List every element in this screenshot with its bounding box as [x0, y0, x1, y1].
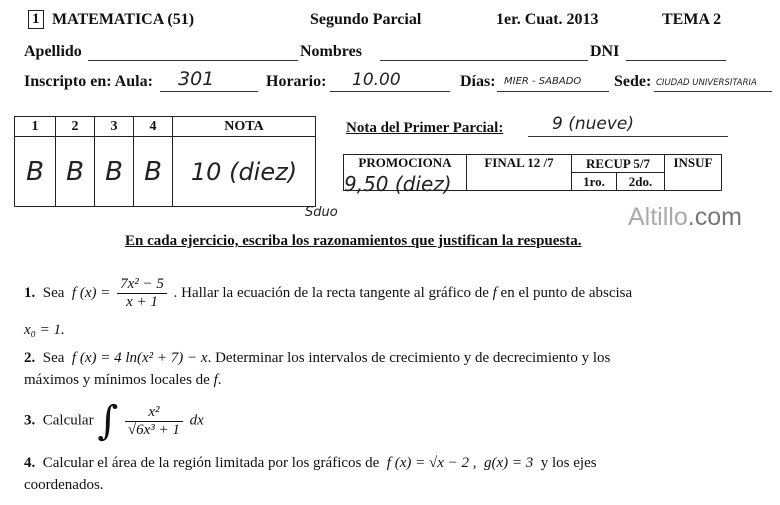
- problem-2: 2. Sea f (x) = 4 ln(x² + 7) − x. Determinar los intervalos de crecimiento y de decrecimiento y los: [24, 350, 611, 366]
- dni-label: DNI: [590, 43, 620, 60]
- grade-header-4: 4: [134, 117, 173, 137]
- sede-field[interactable]: [654, 91, 772, 92]
- promo-header-insuf: INSUF: [665, 155, 722, 191]
- exam-tema: TEMA 2: [662, 11, 722, 28]
- problem-1-fraction: $\frac{\text{7x² − 5}}{x + 1}$: [117, 276, 167, 311]
- signature: Sduo: [305, 205, 338, 220]
- subject-title: MATEMATICA (51): [52, 11, 195, 28]
- grade-header-3: 3: [95, 117, 134, 137]
- dias-label: Días:: [460, 73, 496, 90]
- problem-4-line2: coordenados.: [24, 477, 104, 493]
- nombres-field[interactable]: [380, 60, 588, 61]
- grade-mark-4[interactable]: B: [134, 137, 173, 207]
- grade-header-nota: NOTA: [173, 117, 316, 137]
- dias-value: MIER - SABADO: [504, 76, 582, 87]
- grade-table: [14, 116, 316, 207]
- exam-term: 1er. Cuat. 2013: [496, 11, 599, 28]
- first-partial-label: Nota del Primer Parcial:: [346, 120, 504, 136]
- problem-1-line2: x₀ = 1.: [24, 322, 65, 338]
- grade-mark-nota[interactable]: 10 (diez): [173, 137, 316, 207]
- exam-type: Segundo Parcial: [310, 11, 422, 28]
- sede-label: Sede:: [614, 73, 652, 90]
- instruction-text: En cada ejercicio, escriba los razonamientos que justifican la respuesta.: [125, 233, 582, 249]
- aula-field[interactable]: [160, 91, 258, 92]
- dni-field[interactable]: [626, 60, 726, 61]
- first-partial-field[interactable]: [528, 136, 728, 137]
- grade-mark-2[interactable]: B: [56, 137, 95, 207]
- aula-value: 301: [178, 68, 215, 90]
- sede-value: CIUDAD UNIVERSITARIA: [656, 78, 757, 88]
- exam-number: 1: [28, 10, 44, 29]
- problem-4: 4. Calcular el área de la región limitada por los gráficos de f (x) = √x − 2 , g(x) = 3 y los ejes: [24, 455, 597, 471]
- problem-3: 3. Calcular ∫ $\frac{\text{x²}}{\text{√6x³ + 1}}$ dx: [24, 398, 204, 444]
- dias-field[interactable]: [497, 91, 609, 92]
- nombres-label: Nombres: [300, 43, 362, 60]
- promo-header-recup: RECUP 5/7: [572, 155, 665, 173]
- promociona-value: 9,50 (diez): [344, 172, 452, 196]
- inscripto-label: Inscripto en: Aula:: [24, 73, 153, 90]
- grade-mark-1[interactable]: B: [15, 137, 56, 207]
- promo-sub-2do: 2do.: [617, 173, 665, 191]
- watermark: Altillo.com: [628, 203, 742, 231]
- apellido-field[interactable]: [88, 60, 298, 61]
- problem-1: 1. Sea f (x) = $\frac{\text{7x² − 5}}{x + 1}$ . Hallar la ecuación de la recta tangente al gráfico de f en el punto de abscisa: [24, 276, 633, 310]
- promo-header-promociona: PROMOCIONA: [344, 155, 467, 191]
- grade-header-2: 2: [56, 117, 95, 137]
- promo-header-final: FINAL 12 /7: [467, 155, 572, 191]
- horario-label: Horario:: [266, 73, 327, 90]
- horario-value: 10.00: [352, 70, 401, 90]
- apellido-label: Apellido: [24, 43, 82, 60]
- problem-3-fraction: $\frac{\text{x²}}{\text{√6x³ + 1}}$: [125, 404, 183, 439]
- promo-sub-1ro: 1ro.: [572, 173, 617, 191]
- grade-mark-3[interactable]: B: [95, 137, 134, 207]
- first-partial-value: 9 (nueve): [552, 114, 635, 134]
- grade-header-1: 1: [15, 117, 56, 137]
- problem-2-line2: máximos y mínimos locales de f.: [24, 372, 222, 388]
- horario-field[interactable]: [330, 91, 450, 92]
